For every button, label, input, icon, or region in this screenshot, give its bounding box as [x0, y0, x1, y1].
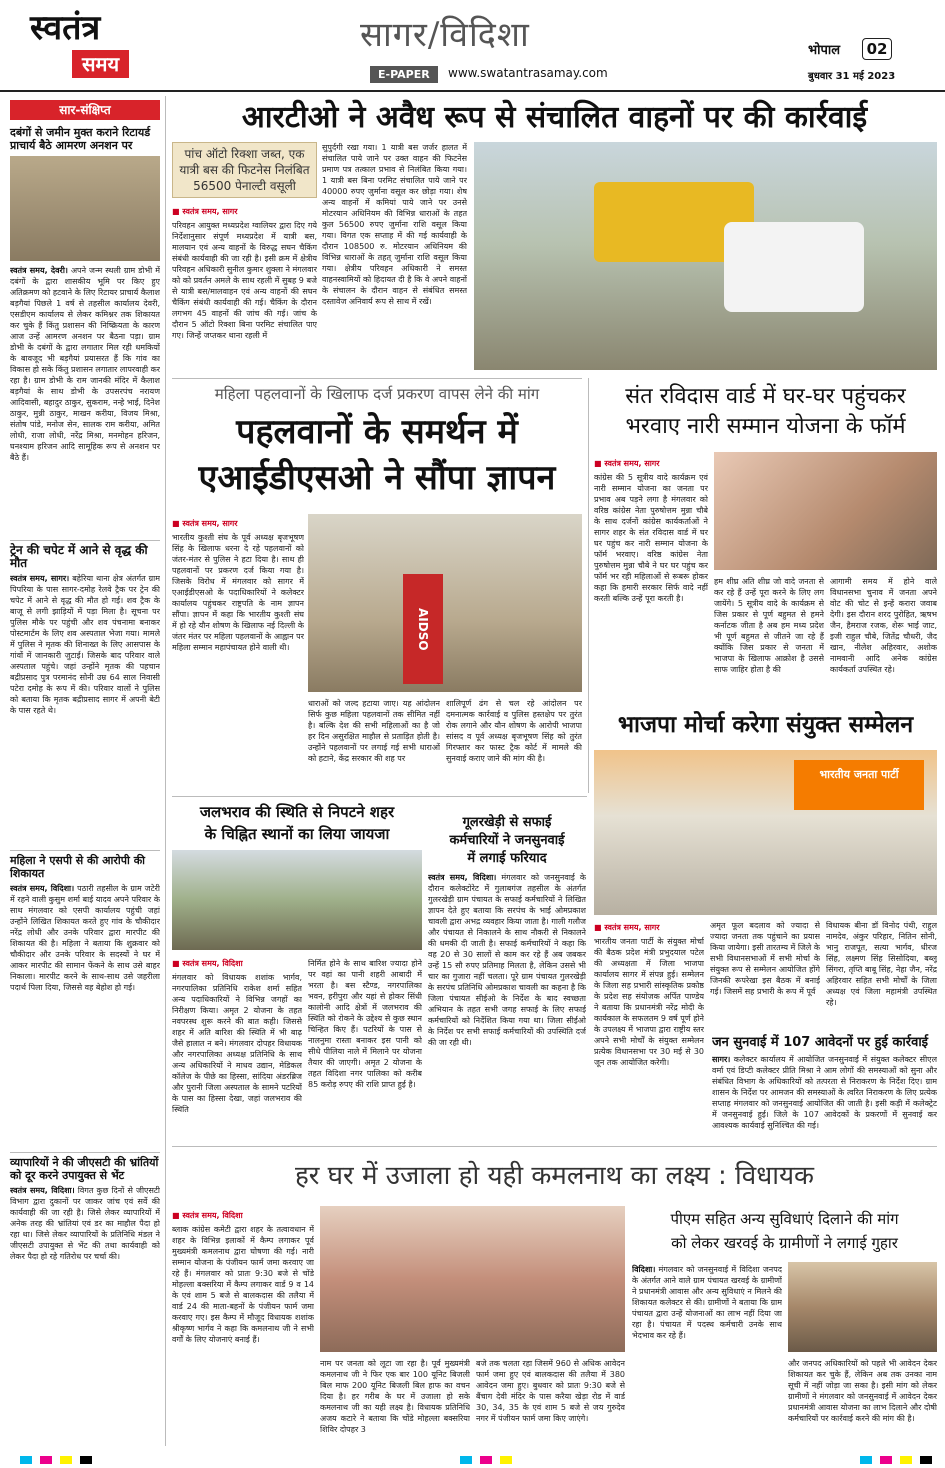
bjp-text-col2: अमृत फूल बदलाव को ज्यादा से ज्यादा जनता तक पहुंचाने का प्रयास किया जायेगा। इसी तारतम्य में जिले के सभी विधानसभाओं में सभी मोर्चा के संयुक्त रूप से सम्मेलन आयोजित होंगे जिनकी रूपरेखा इस बैठक में बनाई गई। जिसमें सह प्रभारी के रूप में पूर्व: [710, 921, 820, 996]
gular-text: स्वतंत्र समय, विदिशा। मंगलवार को जनसुनवाई के दौरान कलेक्टोरेट में गुलाबगंज तहसील के अंतर्गत गुलरखेड़ी ग्राम पंचायत के सफाई कर्मचारियों ने लिखित ज्ञापन देते हुए बताया कि सरपंच के भाई ओमप्रकाश चावली द्वारा अभद्र व्यवहार किया जाता है। गाली गलौज और पंचायत से निकालने के साथ नौकरी से निकालने की धमकी दी जाती है। सफाई कर्मचारियों ने कहा कि वह 20 से 30 सालों से काम कर रहे हैं अब जबकर उन्हें 15 सौ रुपए प्रतिमाह मिलता है, लेकिन उससे भी चार का गुजारा नहीं चलता। पूरे ग्राम पंचायत गुलरखेड़ी के सरपंच प्रतिनिधि ओमप्रकाश चावली का कहना है कि जिला पंचायत सीईओ के निर्देश के बाद स्वच्छता अभियान के तहत सभी जगह सफाई के लिए सफाई कर्मचारियों को निर्देशित किया गया था। जिला सीईओ के निर्देश पर सभी सफाई कर्मचारियों की उपस्थिति दर्ज की जा रही थी।: [428, 873, 586, 1047]
divider: [172, 378, 582, 379]
bjp-banner: भारतीय जनता पार्टी: [794, 760, 924, 810]
kamalnath-text-col2: नाम पर जनता को लूटा जा रहा है। पूर्व मुख्यमंत्री कमलनाथ जी ने फिर एक बार 100 यूनिट बिजली बिल माफ 200 यूनिट बिजली बिल हाफ का वचन दिया है। हर गरीब के घर में उजाला हो सके कमलनाथ जी का यही लक्ष्य है। विधायक प्रतिनिधि अजय कटारे ने बताया कि चोंडे मोहल्ला बक्सरिया शिविर दोपहर 3: [320, 1359, 470, 1434]
divider: [172, 1146, 937, 1147]
divider: [10, 850, 160, 851]
column-divider: [165, 96, 166, 1446]
kharwai-text-col2: और जनपद अधिकारियों को पहले भी आवेदन देकर शिकायत कर चुके हैं, लेकिन अब तक उनका नाम सूची में नहीं जोड़ा जा सका है। इसी मांग को लेकर ग्रामीणों ने मंगलवार को जनसुनवाई में आवेदन देकर प्रधानमंत्री आवास योजना का लाभ दिलाने और दोषी कर्मचारियों पर कार्रवाई करने की मांग की है।: [788, 1359, 937, 1423]
jansunwai-text: सागर। कलेक्टर कार्यालय में आयोजित जनसुनवाई में संयुक्त कलेक्टर सीएल वर्मा एवं डिप्टी कलेक्टर प्रीति मिश्रा ने आम लोगों की समस्याओं को सुना और संबंधित विभाग के अधिकारियों को तत्परता से निराकरण के निर्देश दिए। ग्राम शासन के निर्देश पर आमजन की समस्याओं के त्वरित निराकरण के लिए प्रत्येक सप्ताह मंगलवार को जनसुनवाई आयोजित की जाती है। इसी कड़ी में कलेक्ट्रेट में जनसुनवाई हुई। जिले के 107 आवेदकों के प्रकरणों में सुनवाई कर आवश्यक कार्यवाई सुनिश्चित की गई।: [712, 1055, 937, 1130]
rto-byline: ■ स्वतंत्र समय, सागर: [172, 206, 238, 217]
bjp-byline: ■ स्वतंत्र समय, सागर: [594, 922, 660, 933]
divider: [172, 796, 587, 797]
bjp-text-col1: भारतीय जनता पार्टी के संयुक्त मोर्चा की बैठक प्रदेश मंत्री प्रभुदयाल पटेल की अध्यक्षता में जिला भाजपा कार्यालय सागर में संपन्न हुई। सम्मेलन के जिला सह प्रभारी सांस्कृतिक प्रकोष्ठ के प्रदेश सह संयोजक अर्पित पाण्डेय ने बताया कि प्रधानमंत्री नरेंद्र मोदी के कार्यकाल के सफलतम 9 वर्ष पूर्ण होने के उपलक्ष्य में भाजपा द्वारा राष्ट्रीय स्तर अपने सभी मोर्चों के संयुक्त सम्मेलन प्रत्येक विधानसभा पर 30 मई से 30 जून तक आयोजित करेगी।: [594, 937, 704, 1067]
protest-photo: [10, 156, 160, 261]
wrestlers-text-col3: शालिपूर्ण ढंग से चल रहे आंदोलन पर दमनात्मक कार्रवाई व पुलिस हस्तक्षेप पर तुरंत रोक लगाने और यौन शोषण के आरोपी भाजपा सांसद व पूर्व अध्यक्ष बृजभूषण सिंह को तुरंत गिरफ्तार कर फास्ट ट्रैक कोर्ट में मामले की सुनवाई कराए जाने की मांग की है।: [446, 699, 582, 763]
rto-text-col2: सुपुर्दगी रखा गया। 1 यात्री बस जर्जर हालत में संचालित पाये जाने पर उक्त वाहन की फिटनेस प्रमाण पत्र तत्काल प्रभाव से निलंबित किया गया। 1 यात्री बस बिना परमिट संचालित पाये जाने पर 40000 रुपए जुर्माना वसूल कर छोड़ा गया। शेष अन्य वाहनों में कमियां पाये जाने पर उनसे मोटरयान अधिनियम की विभिन्न धाराओं के तहत कुल 56500 रुपए जुर्माना राशि वसूल किया गया। विगत एक सप्ताह में की गई कार्यवाही के दौरान 108500 रु. मोटरयान अधिनियम की विभिन्न धाराओं के तहत् जुर्माना राशि वसूल किया गया। क्षेत्रीय परिवहन अधिकारी ने समस्त वाहनस्वामियों को हिदायत दी है कि वे अपने वाहनों के संचालन के दौरान वाहन से संबंधित समस्त दस्तावेज अनिवार्य रूप से साथ में रखें।: [322, 143, 467, 306]
magenta-mark: [480, 1456, 492, 1464]
kharwai-headline-1: पीएम सहित अन्य सुविधाएं दिलाने की मांग: [670, 1210, 899, 1228]
print-color-marks: [0, 1452, 945, 1468]
newspaper-logo: [30, 8, 160, 88]
epaper-label: E-PAPER: [370, 66, 438, 83]
black-mark: [80, 1456, 92, 1464]
logo-line1: स्वतंत्र: [30, 8, 101, 48]
column-divider: [588, 378, 589, 793]
story-text: स्वतंत्र समय, विदिशा। विगत कुछ दिनों से जीएसटी विभाग द्वारा दुकानों पर जाकर जांच एवं सर्वे की कार्यवाही की जा रही है। जिसे लेकर व्यापारियों में अनेक तरह की भ्रांतियां एवं डर का माहौल पैदा हो रहा था। जिसे लेकर व्यापारियों के प्रतिनिधि मंडल ने जीएसटी उपायुक्त से भेंट की तथा कार्यवाही को लेकर पैदा हो रहे गतिरोध पर चर्चा की।: [10, 1186, 160, 1261]
divider: [10, 1152, 160, 1153]
kharwai-headline-2: को लेकर खरवई के ग्रामीणों ने लगाई गुहार: [671, 1234, 898, 1252]
wrestlers-text-col2: धाराओं को जल्द हटाया जाए। यह आंदोलन सिर्फ कुछ महिला पहलवानों तक सीमित नहीं है। बल्कि देश की सभी महिलाओं का है जो हर दिन असुरक्षित माहौल से प्रताड़ित होती है। उन्होंने पहलवानों पर लगाई गई सभी धाराओं को हटाने, केंद्र सरकार की शह पर: [308, 699, 440, 763]
gular-headline-3: में लगाई फरियाद: [467, 851, 547, 866]
magenta-mark: [880, 1456, 892, 1464]
issue-date: बुधवार 31 मई 2023: [808, 71, 896, 82]
sidebar-title: सार-संक्षिप्त: [10, 100, 160, 120]
story-headline: दबंगों से जमीन मुक्त कराने रिटायर्ड प्राचार्य बैठे आमरण अनशन पर: [10, 126, 151, 152]
divider: [10, 540, 160, 541]
sidebar-story-1: [10, 126, 160, 540]
kamalnath-headline: हर घर में उजाला हो यही कमलनाथ का लक्ष्य : विधायक: [294, 1161, 815, 1191]
wrestlers-kicker: महिला पहलवानों के खिलाफ दर्ज प्रकरण वापस लेने की मांग: [214, 385, 540, 403]
wrestlers-headline-2: एआईडीएसओ ने सौंपा ज्ञापन: [198, 458, 556, 498]
kamalnath-byline: ■ स्वतंत्र समय, विदिशा: [172, 1210, 243, 1221]
flood-inspection-photo: [172, 850, 422, 950]
edition-place: भोपाल: [808, 43, 841, 58]
kamalnath-text-col3: बजे तक चलता रहा जिसमें 960 से अधिक आवेदन फार्म जमा हुए एवं बालकदास की तलैया में 380 आवेदन जमा हुए। बुधवार को प्रातः 9:30 बजे से बैंचाग देवी मंदिर के पास करैया खेड़ा रोड में वार्ड 30, 34, 35 के एवं शाम 5 बजे से जय गुरुदेव नगर में पंजीयन फार्म जमा किए जाएंगे।: [476, 1359, 625, 1423]
bjp-text-col3: विधायक बीना डॉ विनोद पंथी, राहुल नामदेव, अंकुर परिहार, नितिन सोनी, भानु राजपूत, सत्या भार्गव, धीरज सिंह, लक्ष्मण सिंह सिसोदिया, बब्लू सिंगरा, तृप्ति बाबू सिंह, नेहा जैन, नरेंद्र अहिरवार सहित सभी मोर्चों के जिला अध्यक्ष एवं जिला महामंत्री उपस्थित रहे।: [826, 921, 937, 1007]
ravidas-text-col2: हम शीघ्र अति शीघ्र जो वादे जनता से कर रहे हैं उन्हें पूरा करने के लिए लग जायेंगे। 5 सूत्रीय वादे के कार्यक्रम से जिस प्रकार से पूर्ण बहुमत से हमने कर्नाटक जीता है अब हम मध्य प्रदेश भी पूर्ण बहुमत से जीतने जा रहे हैं क्योंकि जिस प्रकार से जनता में भाजपा के खिलाफ आक्रोश है उससे साफ जाहिर होता है की: [714, 577, 824, 674]
wrestlers-headline-1: पहलवानों के समर्थन में: [236, 412, 518, 452]
story-headline: महिला ने एसपी से की आरोपी की शिकायत: [10, 854, 145, 880]
magenta-mark: [40, 1456, 52, 1464]
ravidas-photo: [714, 452, 937, 570]
edition-title: सागर/विदिशा: [360, 15, 530, 55]
black-mark: [920, 1456, 932, 1464]
sidebar-story-2: [10, 544, 160, 853]
ravidas-byline: ■ स्वतंत्र समय, सागर: [594, 458, 660, 469]
cyan-mark: [860, 1456, 872, 1464]
ravidas-text-col1: कांग्रेस की 5 सूत्रीय वादे कार्यक्रम एवं नारी सम्मान योजना का जनता पर प्रभाव अब पड़ने लगा है मंगलवार को वरिष्ठ कांग्रेस नेता पुरुषोत्तम मुन्ना चौबे के साथ दर्जनों कांग्रेस कार्यकर्ताओं ने सागर शहर के संत रविदास वार्ड में घर घर पहुंच कर नारी सम्मान योजना के फॉर्म भरवाए। वरिष्ठ कांग्रेस नेता पुरुषोत्तम मुन्ना चौबे ने घर घर पहुंच कर फॉर्म भर रही महिलाओं से रूबरू होकर कहा कि हमारी सरकार सिर्फ वादे नहीं करती बल्कि उन्हें पूरा करती है।: [594, 473, 708, 603]
flood-headline-1: जलभराव की स्थिति से निपटने शहर: [199, 803, 395, 821]
wrestlers-text-col1: भारतीय कुश्ती संघ के पूर्व अध्यक्ष बृजभूषण सिंह के खिलाफ धरना दे रहे पहलवानों को जंतर-मंतर से पुलिस ने हटा दिया है। साथ ही पहलवानों पर प्रकरण दर्ज किया गया है। जिसके विरोध में मंगलवार को सागर में एआईडीएसओ के पदाधिकारियों ने कलेक्टर कार्यालय पहुंचकर राष्ट्रपति के नाम ज्ञापन सौंपा। ज्ञापन में कहा कि भारतीय कुश्ती संघ में हो रहे यौन शोषण के खिलाफ नई दिल्ली के जंतर मंतर पर महिला पहलवानों के आह्वान पर महिला सम्मान महापंचायत होने वाली थी।: [172, 533, 304, 652]
ravidas-headline-1: संत रविदास वार्ड में घर-घर पहुंचकर: [625, 384, 906, 409]
aidso-banner: AIDSO: [403, 574, 443, 684]
yellow-mark: [500, 1456, 512, 1464]
kharwai-text-col1: विदिशा। मंगलवार को जनसुनवाई में विदिशा जनपद के अंतर्गत आने वाले ग्राम पंचायत खरवई के ग्रामीणों ने प्रधानमंत्री आवास और अन्य सुविधाएं न मिलने की शिकायत कलेक्टर से की। ग्रामीणों ने बताया कि ग्राम पंचायत द्वारा उन्हें योजनाओं का लाभ नहीं दिया जा रहा है। पंचायत में पदस्थ कर्मचारी उनके साथ भेदभाव कर रहे हैं।: [632, 1265, 782, 1340]
rto-highlight-box: पांच ऑटो रिक्शा जब्त, एक यात्री बस की फिटनेस निलंबित 56500 पेनाल्टी वसूली: [172, 142, 317, 198]
yellow-mark: [60, 1456, 72, 1464]
bjp-headline: भाजपा मोर्चा करेगा संयुक्त सम्मेलन: [617, 712, 914, 738]
gular-headline-2: कर्मचारियों ने जनसुनवाई: [449, 833, 565, 848]
ravidas-text-col3: आगामी समय में होने वाले विधानसभा चुनाव में जनता अपने वोट की चोट से इन्हें करारा जवाब देगी। इस दौरान शरद पुरोहित, ऋषभ जैन, हैमराज रजक, शेरू भाई जाट, इजी राहुल चौबे, जितेंद्र चौधरी, जैद खान, नीलेश अहिरवार, अशोक नामवानी आदि अनेक कांग्रेस कार्यकर्ता उपस्थित रहे।: [830, 577, 937, 674]
suv-shape: [724, 222, 864, 312]
jansunwai-headline: जन सुनवाई में 107 आवेदनों पर हुई कार्रवाई: [712, 1035, 929, 1050]
gular-headline-1: गूलरखेड़ी से सफाई: [462, 815, 552, 830]
sidebar-story-4: [10, 1156, 160, 1435]
cyan-mark: [20, 1456, 32, 1464]
sidebar-story-3: [10, 854, 160, 1148]
logo-line2: समय: [72, 50, 129, 78]
story-headline: व्यापारियों ने की जीएसटी की भ्रांतियों को दूर करने उपायुक्त से भेंट: [10, 1156, 159, 1182]
cyan-mark: [460, 1456, 472, 1464]
story-text: स्वतंत्र समय, देवरी। अपने जन्म स्थली ग्राम डोभी में दबंगों के द्वारा शासकीय भूमि पर किए हुए अतिक्रमण को हटवाने के लिए रिटायर प्राचार्य कैलाश बड़गैयां पिछले 1 वर्ष से तहसील कार्यालय देवरी, एसडीएम कार्यालय से लेकर कमिश्नर तक शिकायत कर चुके हैं किंतु प्रशासन की निष्क्रियता के कारण आज उन्हें आमरण अनशन पर बैठना पड़ा। ग्राम डोभी के दबंगों के द्वारा लगातार मिल रही धमकियों के बावजूद भी बड़गैयां प्रयासरत हैं कि गांव का विकास हो सके किंतु प्रशासन लगातार लापरवाही कर रहा है। ग्राम डोभी के राम जानकी मंदिर में कैलाश बड़गैयां के साथ डोभी के उपसरपंच नरायण आदिवासी, बहादुर ठाकुर, सुकराम, नन्हे भाई, दिनेश ठाकुर, मुन्नी ठाकुर, माखन करीया, विजय मिश्रा, संतोष पांडे, मनोज सेन, सालक राम करीया, अमित लोधी, राजा लोधी, नरेंद्र मिश्रा, मनमोहन हरिजन, घनश्याम हरिजन आदि सामूहिक रूप से अनशन पर बैठे हैं।: [10, 266, 160, 462]
rto-headline: आरटीओ ने अवैध रूप से संचालित वाहनों पर की कार्रवाई: [241, 100, 868, 135]
rto-text-col1: परिवहन आयुक्त मध्यप्रदेश ग्वालियर द्वारा दिए गये निर्देशानुसार संपूर्ण मध्यप्रदेश में यात्री बस, मालयान एवं अन्य वाहनों के विरुद्ध सघन चैकिंग संबंधी कार्यवाही की जा रही है। इसी क्रम में क्षेत्रीय परिवहन अधिकारी सुनील कुमार शुक्ला ने मंगलवार को को प्रवर्तन अमले के साथ रहली में सुबह 9 बजे से यात्री बस/मालवाहन एवं अन्य वाहनों की सघन चैकिंग संबंधी कार्यवाही की गई। चैकिंग के दौरान लगभग 45 वाहनों की जांच की गई। जांच के दौरान 5 ऑटो रिक्शा बिना परमिट संचालित पाए गए। जिन्हें जप्तकर थाना रहली में: [172, 221, 317, 340]
ravidas-headline-2: भरवाए नारी सम्मान योजना के फॉर्म: [625, 414, 906, 439]
kamalnath-text-col1: ब्लाक कांग्रेस कमेटी द्वारा शहर के तत्वावधान में शहर के विभिन्न इलाकों में कैम्प लगाकर पूर्व मुख्यमंत्री कमलनाथ द्वारा घोषणा की गई। नारी सम्मान योजना के पंजीयन फार्म जमा करवाए जा रहे हैं। मंगलवार को प्रातः 9:30 बजे से चोंडे मोहल्ला बक्सरिया में कैम्प लगाकर वार्ड 9 व 14 के एवं शाम 5 बजे से बालकदास की तलैया में वार्ड 24 की माता-बहनों के पंजीयन फार्म जमा करवाए गए। इस कैम्प में मौजूद विधायक शशांक श्रीकृष्ण भार्गव ने कहा कि कमलनाथ जी ने सभी वर्गों के लिए योजनाएं बनाई हैं।: [172, 1225, 314, 1344]
story-headline: ट्रेन की चपेट में आने से वृद्ध की मौत: [10, 543, 148, 570]
rto-vehicle-photo: [474, 142, 937, 370]
flood-headline-2: के चिह्नित स्थानों का लिया जायजा: [204, 825, 390, 843]
yellow-mark: [900, 1456, 912, 1464]
kharwai-villagers-photo: [788, 1262, 937, 1352]
flood-text-col1: मंगलवार को विधायक शशांक भार्गव, नगरपालिका प्रतिनिधि राकेश शर्मा सहित अन्य पदाधिकारियों ने विभिन्न जगहों का निरीक्षण किया। अमृत 2 योजना के तहत नवपरस्थ शुरू करने की बात कही। जिससे शहर में अति बारिश की स्थिति में भी बाढ़ जैसे हालात न बने। मंगलवार दोपहर विधायक और नगरपालिका अध्यक्ष प्रतिनिधि के साथ अन्य अधिकारियों ने माधव उद्यान, मेडिकल कॉलेज के पीछे का हिस्सा, सांदिया अंडरब्रिज और पुरानी जिला अस्पताल के सामने पटरियों के पास का हिस्सा देखा, जहां जलभराव की स्थिति: [172, 973, 302, 1114]
wrestlers-byline: ■ स्वतंत्र समय, सागर: [172, 518, 238, 529]
page-number: 02: [862, 38, 892, 60]
masthead: [0, 0, 945, 92]
wrestlers-protest-photo: [308, 514, 582, 692]
kamalnath-camp-photo: [320, 1206, 625, 1352]
flood-byline: ■ स्वतंत्र समय, विदिशा: [172, 958, 243, 969]
website-link[interactable]: www.swatantrasamay.com: [448, 66, 608, 80]
story-text: स्वतंत्र समय, विदिशा। पठारी तहसील के ग्राम जटेरी में रहने वाली कुसुम शर्मा बाई यादव अपने परिवार के साथ मंगलवार को एसपी कार्यालय पहुंची जहां उन्होंने लिखित शिकायत करते हुए गांव के चौकीदार नरेंद्र लोधी और उनके परिवार द्वारा मारपीट की शिकायत की है। महिला ने बताया कि शुक्रवार को चौकीदार और उनके परिवार के सदस्यों ने घर में आकर मारपीट की सामान फेंकने के साथ उसे बाहर निकाला। मारपीट करने के साथ-साथ उसे जहरीला पदार्थ पिला दिया, जिससे वह बेहोश हो गई।: [10, 884, 160, 992]
bjp-meeting-photo: [594, 750, 937, 915]
story-text: स्वतंत्र समय, सागर। बहेरिया थाना क्षेत्र अंतर्गत ग्राम पिपरिया के पास सागर-दमोह रेलवे ट्रैक पर ट्रेन की चपेट में आने से वृद्ध की मौत हो गई। शव ट्रैक के बाजू से लगी झाड़ियों में पड़ा मिला है। सूचना पर पुलिस मौके पर पहुंची और शव पंचनामा बनाकर पोस्टमार्टम के लिए शव अस्पताल भेजा गया। मामले में पुलिस ने मृतक की शिनाख्त के लिए आसपास के गांवों में जानकारी जुटाई। जिसके बाद परिवार वाले अस्पताल पहुंचे। जहां उन्होंने मृतक की पहचान बद्रीप्रसाद पुत्र परमानंद सोनी उम्र 64 साल निवासी पटेरा दमोह के रूप में की। परिवार वालों ने पुलिस को बताया कि मृतक बद्रीप्रसाद सागर में अपनी बेटी के पास रहते थे।: [10, 574, 160, 715]
flood-text-col2: निर्मित होने के साथ बारिश ज्यादा होने पर वहां का पानी शहरी आबादी में भरता है। बस स्टैण्ड, नगरपालिका भवन, हरीपुरा और यहां से होकर सिंधी कालोनी आदि क्षेत्रों में जलभराव की स्थिति को रोकने के उद्देश्य से कुछ स्थान चिन्हित किए हैं। पटरियों के पास से नालनुमा रास्ता बनाकर इस पानी को सीधे पीलिया नाले में मिलाने पर योजना तैयार की जाएगी। अमृत 2 योजना के तहत विदिशा नगर पालिका को करीब 85 करोड़ रुपए की राशि प्राप्त हुई है।: [308, 959, 422, 1089]
